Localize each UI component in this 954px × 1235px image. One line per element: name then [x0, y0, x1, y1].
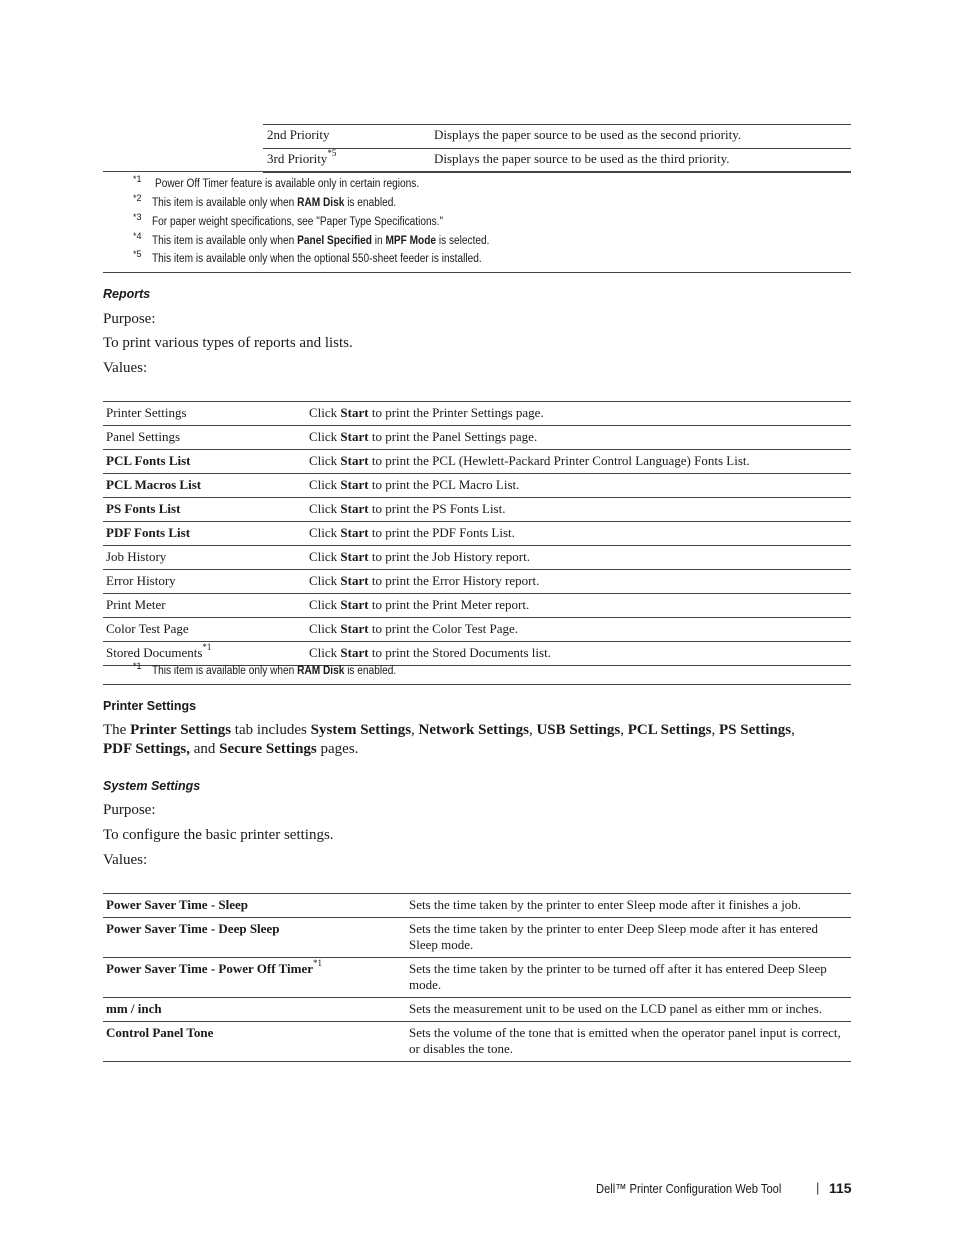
report-name-cell: PCL Fonts List	[103, 450, 306, 474]
report-desc-cell: Click Start to print the PS Fonts List.	[306, 498, 851, 522]
table-row	[103, 958, 851, 998]
table-row	[103, 546, 851, 570]
report-desc-cell: Click Start to print the PCL Macro List.	[306, 474, 851, 498]
reports-table-body	[103, 402, 851, 666]
report-desc-cell: Click Start to print the PDF Fonts List.	[306, 522, 851, 546]
divider	[103, 171, 851, 172]
system-settings-table	[103, 893, 851, 1062]
table-row	[103, 474, 851, 498]
report-name-cell: Printer Settings	[103, 402, 306, 426]
setting-name-cell: mm / inch	[103, 998, 406, 1022]
divider	[103, 272, 851, 273]
report-desc-cell: Click Start to print the Stored Documents list.	[306, 642, 851, 666]
divider	[103, 684, 851, 685]
system-settings-table-body	[103, 894, 851, 1062]
setting-name-cell: Power Saver Time - Sleep	[103, 894, 406, 918]
table-row	[103, 1022, 851, 1062]
values-label: Values:	[103, 852, 148, 868]
report-name-cell: Panel Settings	[103, 426, 306, 450]
table-row	[263, 149, 851, 173]
table-row	[103, 594, 851, 618]
setting-desc-cell: Sets the time taken by the printer to be turned off after it has entered Deep Sleep mode.	[406, 958, 851, 998]
table-row	[103, 402, 851, 426]
report-name-cell: PS Fonts List	[103, 498, 306, 522]
report-name-cell: Error History	[103, 570, 306, 594]
report-desc-cell: Click Start to print the Color Test Page.	[306, 618, 851, 642]
setting-desc-cell: Sets the time taken by the printer to enter Sleep mode after it finishes a job.	[406, 894, 851, 918]
table-row	[103, 998, 851, 1022]
report-name-cell: Job History	[103, 546, 306, 570]
paper-priority-table	[263, 124, 851, 173]
purpose-label: Purpose:	[103, 311, 156, 327]
report-desc-cell: Click Start to print the Print Meter report.	[306, 594, 851, 618]
page-number: 115	[829, 1180, 852, 1196]
table-row	[103, 522, 851, 546]
row-desc-cell: Displays the paper source to be used as the third priority.	[430, 149, 851, 173]
setting-name-cell: Control Panel Tone	[103, 1022, 406, 1062]
report-desc-cell: Click Start to print the Printer Settings page.	[306, 402, 851, 426]
setting-name-cell: Power Saver Time - Power Off Timer$^{*1}$	[103, 958, 406, 998]
table-row	[103, 918, 851, 958]
table-row	[103, 618, 851, 642]
table-row	[263, 125, 851, 149]
table-row	[103, 894, 851, 918]
setting-desc-cell: Sets the time taken by the printer to enter Deep Sleep mode after it has entered Sleep mode.	[406, 918, 851, 958]
footer-separator: |	[816, 1180, 820, 1195]
setting-desc-cell: Sets the measurement unit to be used on the LCD panel as either mm or inches.	[406, 998, 851, 1022]
system-settings-heading: System Settings	[103, 779, 201, 793]
setting-desc-cell: Sets the volume of the tone that is emitted when the operator panel input is correct, or disables the tone.	[406, 1022, 851, 1062]
reports-heading: Reports	[103, 287, 151, 301]
row-name-cell: 2nd Priority	[263, 125, 430, 149]
report-name-cell: PDF Fonts List	[103, 522, 306, 546]
report-desc-cell: Click Start to print the Panel Settings page.	[306, 426, 851, 450]
setting-name-cell: Power Saver Time - Deep Sleep	[103, 918, 406, 958]
table-row	[103, 450, 851, 474]
table-row	[103, 426, 851, 450]
table-row	[103, 642, 851, 666]
report-name-cell: Stored Documents$^{*1}$	[103, 642, 306, 666]
printer-settings-heading: Printer Settings	[103, 699, 197, 713]
report-desc-cell: Click Start to print the PCL (Hewlett-Packard Printer Control Language) Fonts List.	[306, 450, 851, 474]
printer-settings-intro-line2: PDF Settings, and Secure Settings pages.	[103, 741, 359, 757]
footer-title: Dell™ Printer Configuration Web Tool	[596, 1181, 782, 1196]
report-name-cell: PCL Macros List	[103, 474, 306, 498]
report-desc-cell: Click Start to print the Job History report.	[306, 546, 851, 570]
table-row	[103, 570, 851, 594]
purpose-text: To configure the basic printer settings.	[103, 827, 334, 843]
printer-settings-intro-line1: The Printer Settings tab includes System Settings, Network Settings, USB Settings, PCL Settings, PS Settings,	[103, 722, 795, 738]
table-row	[103, 498, 851, 522]
values-label: Values:	[103, 360, 148, 376]
report-desc-cell: Click Start to print the Error History report.	[306, 570, 851, 594]
reports-table	[103, 401, 851, 666]
report-name-cell: Color Test Page	[103, 618, 306, 642]
purpose-text: To print various types of reports and lists.	[103, 335, 353, 351]
purpose-label: Purpose:	[103, 802, 156, 818]
row-desc-cell: Displays the paper source to be used as the second priority.	[430, 125, 851, 149]
row-name-cell: 3rd Priority$^{*5}$	[263, 149, 430, 173]
report-name-cell: Print Meter	[103, 594, 306, 618]
